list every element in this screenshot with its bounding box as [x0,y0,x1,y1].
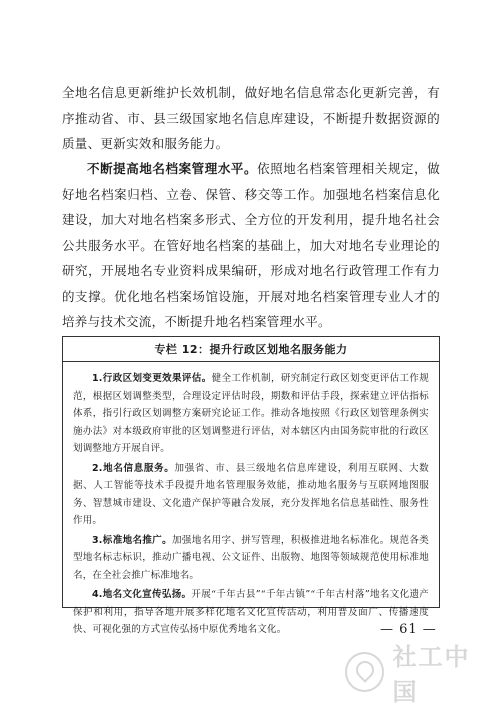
heart-circle-logo-icon [345,652,384,692]
box-item-4-text: 开展“千年古县”“千年古镇”“千年古村落”地名文化遗产保护和利用，指导各地开展多样化地名文化宣传活动，利用普及面广、传播速度快、可视化强的方式宣传弘扬中原优秀地名文化。 [73,589,429,635]
box-item-2-title: 2.地名信息服务。 [92,462,175,474]
paragraph-1-text: 全地名信息更新维护长效机制，做好地名信息常态化更新完善，有序推动省、市、县三级国家地名信息库建设，不断提升数据资源的质量、更新实效和服务能力。 [62,85,440,151]
box-item-1-title: 1.行政区划变更效果评估。 [92,373,212,384]
page-number: — 61 — [380,622,437,637]
paragraph-2-text [62,156,440,335]
feature-box-body [63,362,439,639]
box-item-2-text: 加强省、市、县三级地名信息库建设，利用互联网、大数据、人工智能等技术手段提升地名管理服务效能，推动地名服务与互联网地图服务、智慧城市建设、文化遗产保护等融合发展，充分发挥地名信息基础性、服务性作用。 [73,462,429,526]
watermark-text: 社工中国 [392,643,471,706]
paragraph-2-body: 依照地名档案管理相关规定，做好地名档案归档、立卷、保管、移交等工作。加强地名档案信息化建设，加大对地名档案多形式、全方位的开发利用，提升地名社会公共服务水平。在管好地名档案的基础上，加大对地名专业理论的研究，开展地名专业资料成果编研，形成对地名行政管理工作有力的支撑。优化地名档案场馆设施，开展对地名档案管理专业人才的培养与技术交流，不断提升地名档案管理水平。 [62,161,441,329]
paragraph-2 [62,156,440,335]
box-item-1 [73,370,429,458]
feature-box-title: 专栏 12：提升行政区划地名服务能力 [63,337,439,362]
watermark [345,643,495,706]
box-item-4 [73,586,429,639]
box-item-3-text: 加强地名用字、拼写管理，积极推进地名标准化。规范各类型地名标志标识，推动广播电视、公文证件、出版物、地图等领域规范使用标准地名，在全社会推广标准地名。 [73,534,429,581]
paragraph-2-lead: 不断提高地名档案管理水平。 [87,161,258,176]
box-item-3 [73,532,429,585]
box-item-2 [73,460,429,530]
box-item-1-text: 健全工作机制，研究制定行政区划变更评估工作规范，根据区划调整类型，合理设定评估时段，期数和评估手段，探索建立评估指标体系，指引行政区划调整方案研究论证工作。推动各地按照《行政区划管理条例实施办法》对本级政府审批的区划调整进行评估，对本辖区内由国务院审批的行政区划调整地方开展自评。 [73,373,429,454]
box-item-4-title: 4.地名文化宣传弘扬。 [92,589,192,600]
box-item-3-title: 3.标准地名推广。 [92,534,173,546]
paragraph-1 [62,80,440,157]
